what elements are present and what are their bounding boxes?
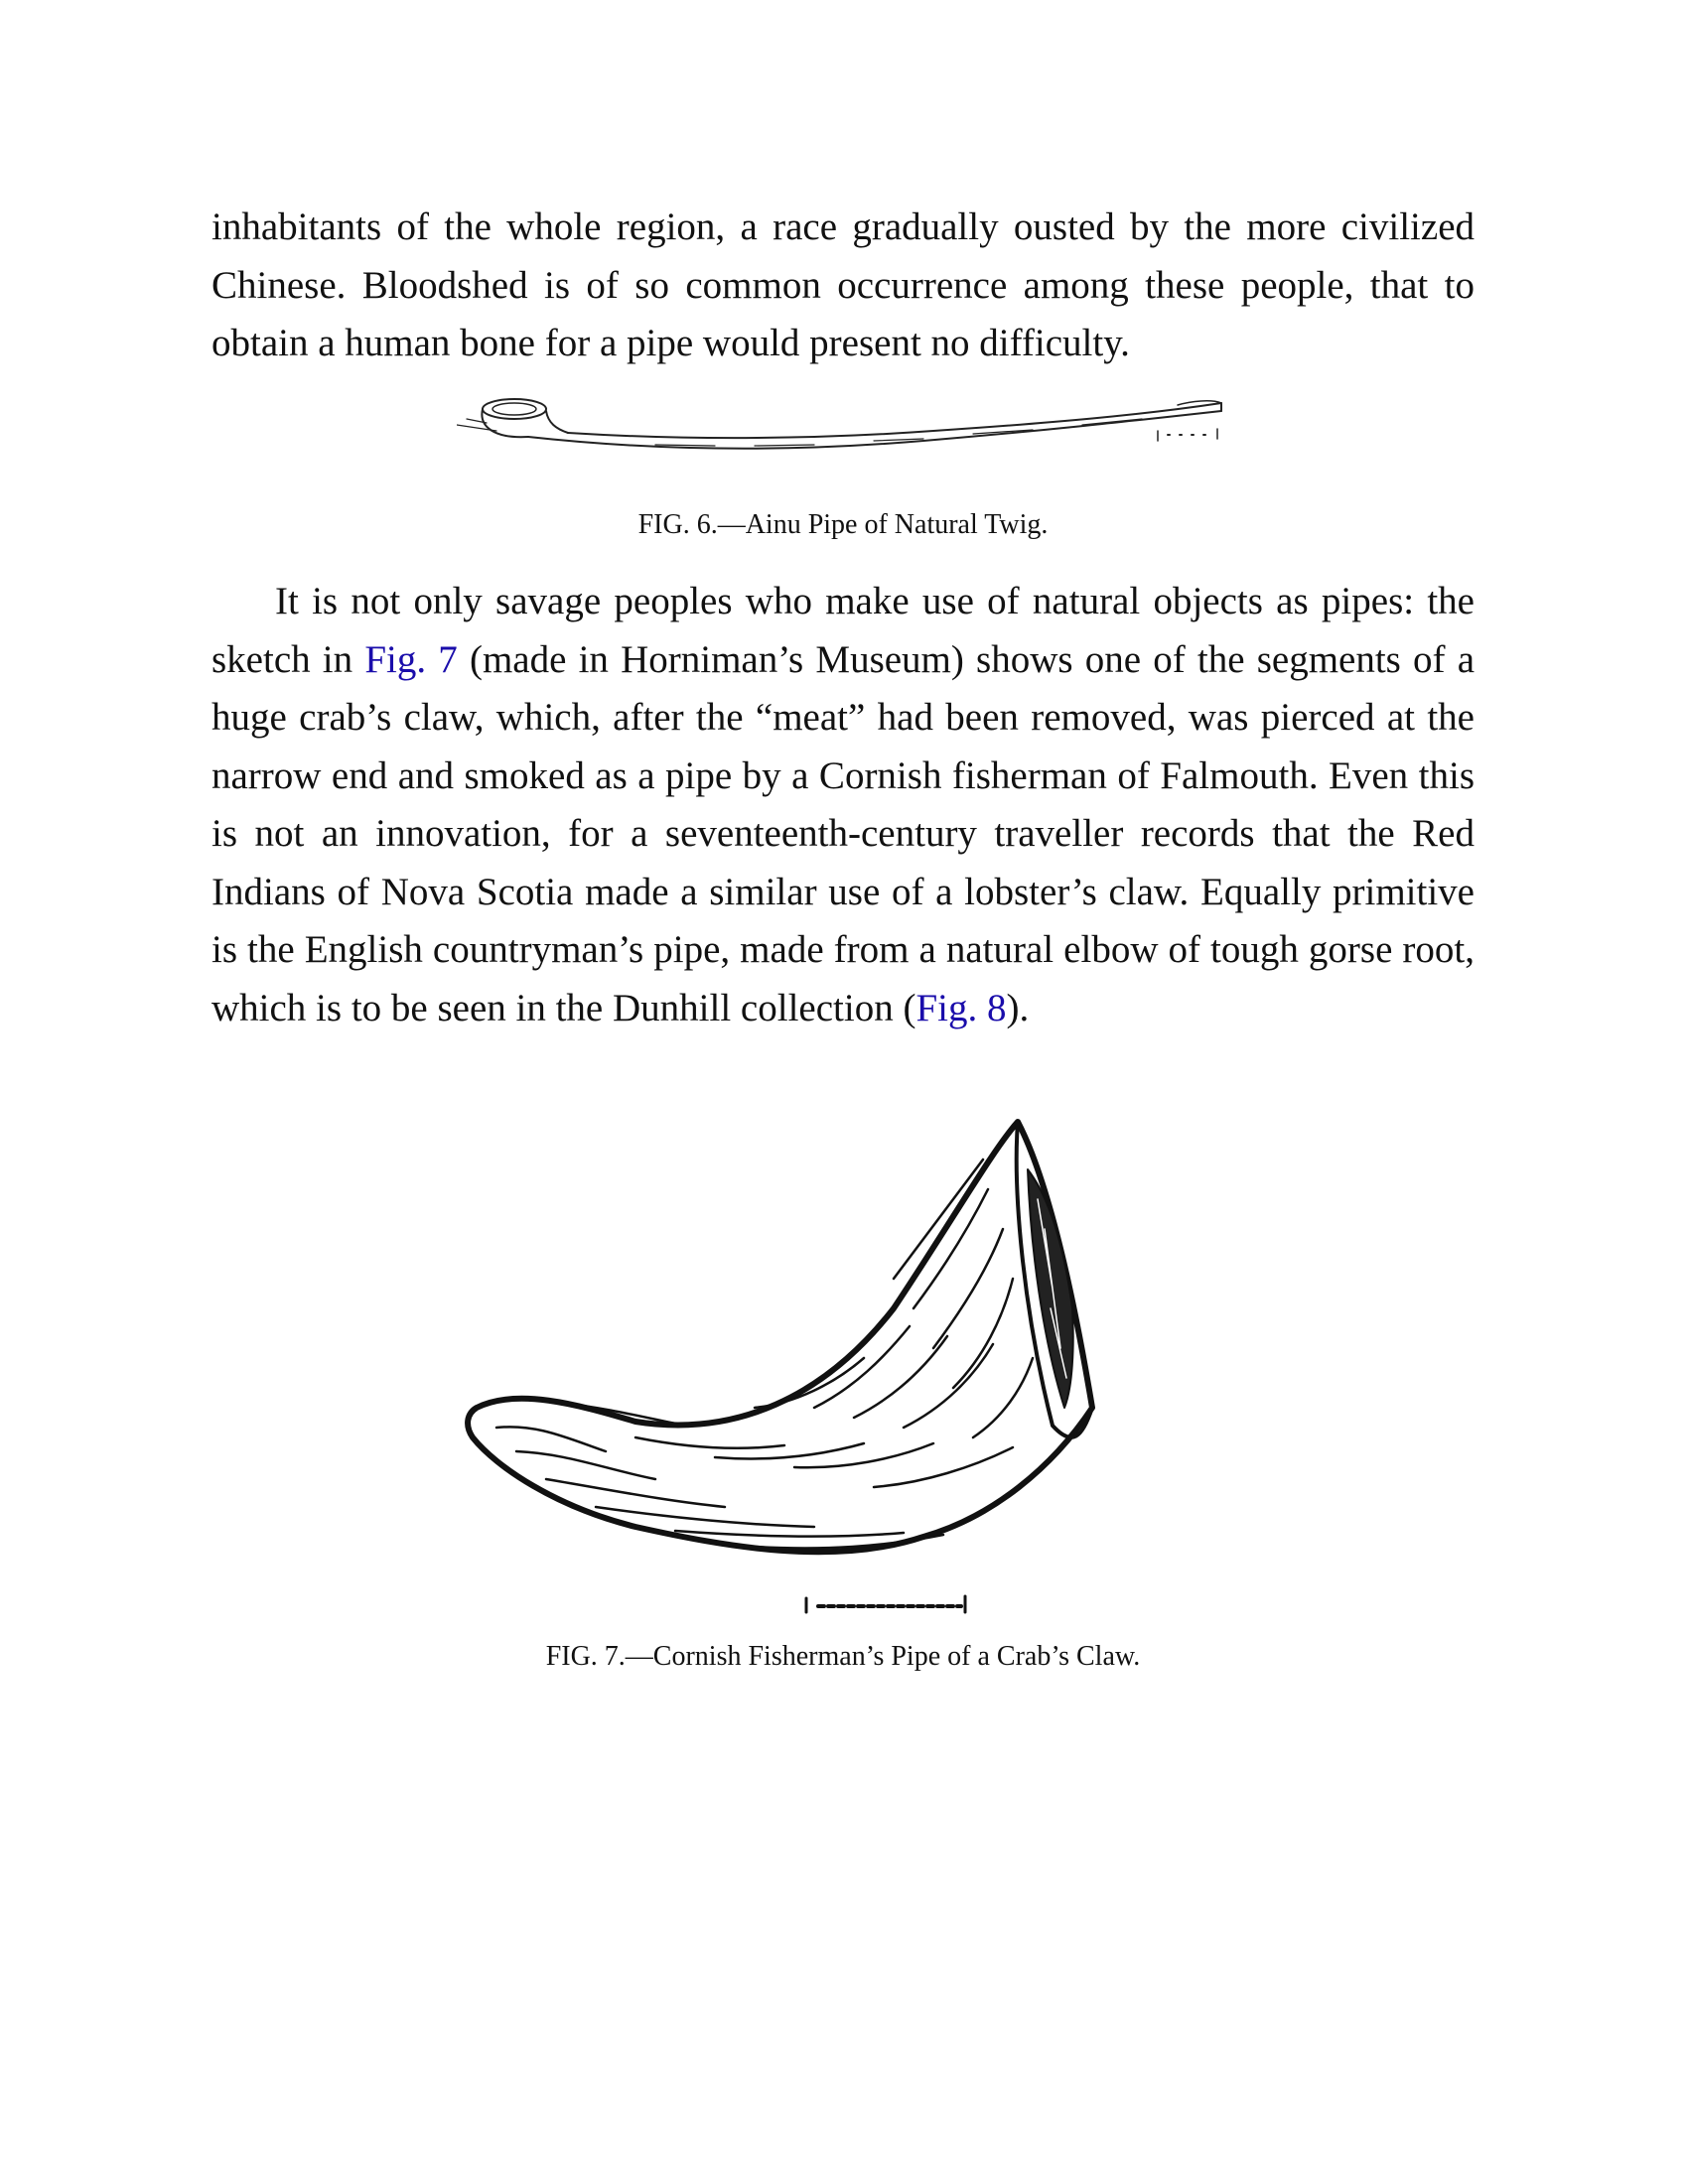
paragraph-2-text-c: ). [1006, 986, 1030, 1029]
fig-7-link[interactable]: Fig. 7 [364, 637, 458, 681]
paragraph-2-text-b: (made in Horniman’s Museum) shows one of the segments of a huge crab’s claw, which, after the “meat” had been removed, was pierced at the narrow end and smoked as a pipe by a Cornish fisherman of Falmouth. Even this is not an innovation, for a seventeenth-century traveller records that the Red Indians of Nova Scotia made a similar use of a lobster’s claw. Equally primitive is the English countryman’s pipe, made from a natural elbow of tough gorse root, which is to be seen in the Dunhill collection ( [211, 637, 1476, 1029]
crab-claw-pipe-illustration [457, 1110, 1231, 1624]
fig-8-link[interactable]: Fig. 8 [915, 986, 1007, 1029]
figure-6-caption: FIG. 6.—Ainu Pipe of Natural Twig. [637, 509, 1049, 540]
ainu-pipe-illustration [457, 389, 1231, 469]
paragraph-2 [211, 573, 1475, 1037]
paragraph-2-text-a: It is not only savage peoples who make use of natural objects as pipes: the sketch in [211, 580, 1475, 681]
paragraph-1: inhabitants of the whole region, a race gradually ousted by the more civilized Chinese. Bloodshed is of so common occurrence among these people, that to obtain a human bone for a pipe would present no difficulty. [211, 205, 1475, 364]
figure-7-caption: FIG. 7.—Cornish Fisherman’s Pipe of a Crab’s Claw. [545, 1641, 1141, 1672]
